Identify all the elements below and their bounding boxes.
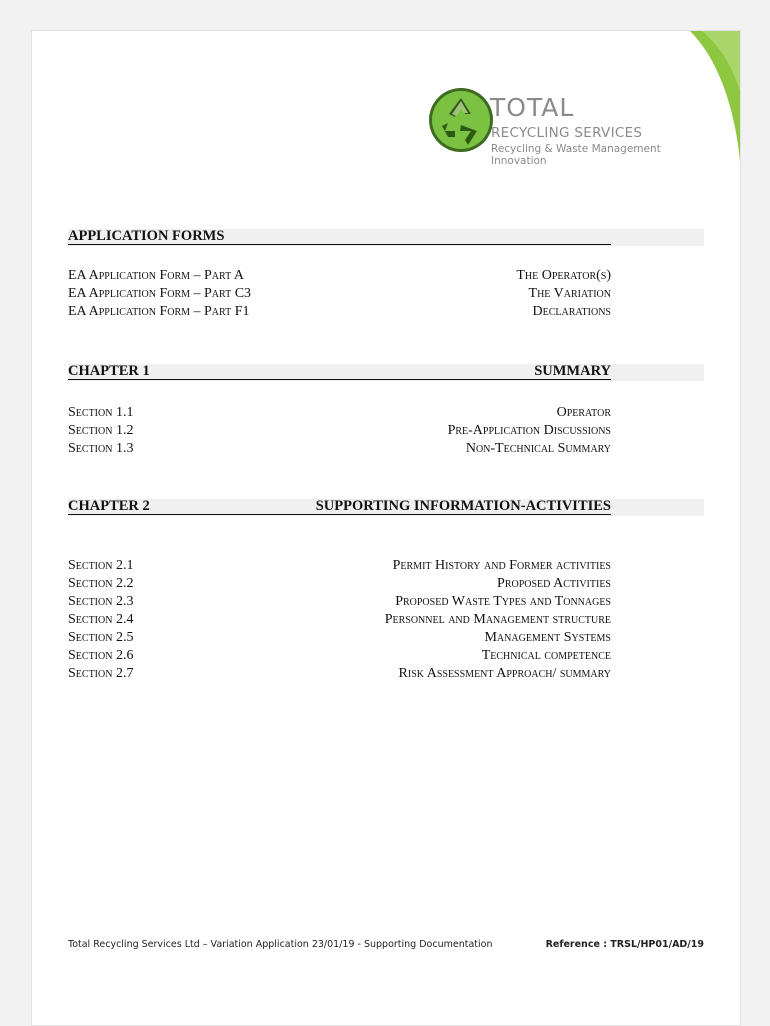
- chapter-1-section: [68, 364, 704, 459]
- list-item: [68, 576, 704, 594]
- entry-right: Proposed Activities: [497, 576, 611, 591]
- heading-right: SUMMARY: [534, 363, 611, 379]
- entry-left: Section 2.6: [68, 648, 134, 663]
- list-item: [68, 612, 704, 630]
- entry-left: EA Application Form – Part F1: [68, 304, 250, 319]
- entry-left: Section 2.3: [68, 594, 134, 609]
- entry-left: Section 2.1: [68, 558, 134, 573]
- chapter-2-section: [68, 499, 704, 684]
- list-item: [68, 423, 704, 441]
- section-heading: [68, 499, 704, 516]
- entry-left: Section 2.7: [68, 666, 134, 681]
- entry-left: Section 1.2: [68, 423, 134, 438]
- logo-tagline: Recycling & Waste Management Innovation: [491, 143, 661, 167]
- heading-underline: [68, 514, 611, 515]
- entry-left: Section 2.4: [68, 612, 134, 627]
- entry-left: Section 2.2: [68, 576, 134, 591]
- entry-right: Personnel and Management structure: [384, 612, 611, 627]
- entry-left: Section 1.3: [68, 441, 134, 456]
- company-logo: [428, 87, 718, 169]
- entry-right: Non-Technical Summary: [465, 441, 611, 456]
- entry-right: Risk Assessment Approach/ summary: [398, 666, 611, 681]
- list-item: [68, 441, 704, 459]
- heading-underline: [68, 244, 611, 245]
- entry-left: Section 1.1: [68, 405, 134, 420]
- list-item: [68, 405, 704, 423]
- entry-right: Pre-Application Discussions: [447, 423, 611, 438]
- footer-left-text: Total Recycling Services Ltd – Variation Application 23/01/19 - Supporting Documentation: [68, 939, 493, 950]
- list-item: [68, 286, 704, 304]
- document-page: [31, 30, 741, 1026]
- entry-right: The Operator(s): [516, 268, 611, 283]
- footer-reference: Reference : TRSL/HP01/AD/19: [545, 939, 704, 950]
- heading-left: CHAPTER 1: [68, 363, 150, 379]
- entry-right: Proposed Waste Types and Tonnages: [395, 594, 611, 609]
- heading-left: CHAPTER 2: [68, 498, 150, 514]
- section-heading: [68, 364, 704, 381]
- logo-subtitle: RECYCLING SERVICES: [491, 125, 643, 141]
- entry-left: EA Application Form – Part C3: [68, 286, 252, 301]
- list-item: [68, 594, 704, 612]
- entry-right: Declarations: [532, 304, 611, 319]
- heading-underline: [68, 379, 611, 380]
- entry-right: The Variation: [528, 286, 611, 301]
- application-forms-section: [68, 229, 704, 322]
- section-heading: [68, 229, 704, 246]
- list-item: [68, 268, 704, 286]
- entry-left: Section 2.5: [68, 630, 134, 645]
- list-item: [68, 648, 704, 666]
- list-item: [68, 304, 704, 322]
- entry-right: Technical competence: [481, 648, 611, 663]
- list-item: [68, 666, 704, 684]
- entry-right: Operator: [556, 405, 611, 420]
- list-item: [68, 630, 704, 648]
- heading-left: APPLICATION FORMS: [68, 228, 225, 244]
- heading-right: SUPPORTING INFORMATION-ACTIVITIES: [315, 498, 611, 514]
- entry-right: Permit History and Former activities: [392, 558, 611, 573]
- entry-right: Management Systems: [484, 630, 611, 645]
- recycle-icon: [428, 87, 494, 153]
- entry-left: EA Application Form – Part A: [68, 268, 245, 283]
- list-item: [68, 558, 704, 576]
- logo-title: TOTAL: [490, 93, 575, 122]
